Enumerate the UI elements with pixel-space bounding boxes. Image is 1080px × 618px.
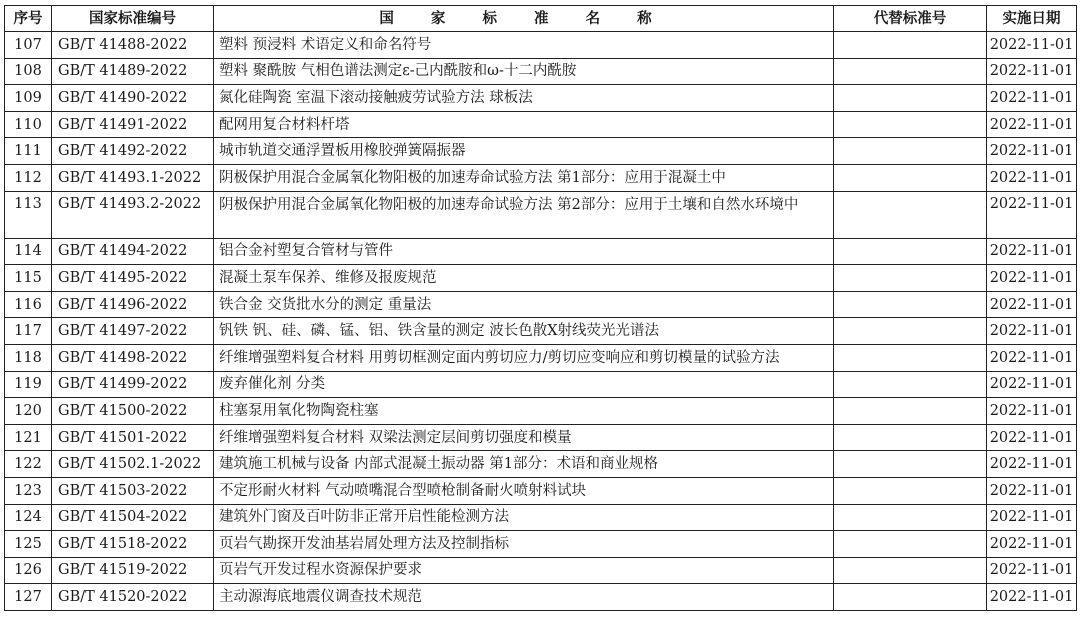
- cell-impl-date: 2022-11-01: [987, 32, 1077, 59]
- cell-replaced: [834, 138, 987, 165]
- cell-impl-date: 2022-11-01: [987, 265, 1077, 292]
- header-seq: 序号: [5, 6, 52, 32]
- cell-seq: 116: [5, 291, 52, 318]
- header-std-name: 国 家 标 准 名 称: [214, 6, 834, 32]
- table-row: [5, 398, 1077, 425]
- cell-std-no: GB/T 41491-2022: [52, 111, 214, 138]
- cell-std-name: 铝合金衬塑复合管材与管件: [214, 238, 834, 265]
- cell-std-name: 废弃催化剂 分类: [214, 371, 834, 398]
- cell-seq: 112: [5, 164, 52, 191]
- cell-std-no: GB/T 41500-2022: [52, 398, 214, 425]
- cell-impl-date: 2022-11-01: [987, 291, 1077, 318]
- table-row: [5, 32, 1077, 59]
- cell-replaced: [834, 58, 987, 85]
- cell-std-no: GB/T 41504-2022: [52, 504, 214, 531]
- table-body: [5, 32, 1077, 611]
- cell-std-name: 铁合金 交货批水分的测定 重量法: [214, 291, 834, 318]
- cell-seq: 111: [5, 138, 52, 165]
- cell-replaced: [834, 265, 987, 292]
- cell-seq: 121: [5, 424, 52, 451]
- cell-std-name: 主动源海底地震仪调查技术规范: [214, 584, 834, 611]
- cell-std-name: 建筑施工机械与设备 内部式混凝土振动器 第1部分：术语和商业规格: [214, 451, 834, 478]
- table-row: [5, 557, 1077, 584]
- cell-std-name: 混凝土泵车保养、维修及报废规范: [214, 265, 834, 292]
- cell-std-no: GB/T 41488-2022: [52, 32, 214, 59]
- table-row: [5, 265, 1077, 292]
- cell-impl-date: 2022-11-01: [987, 371, 1077, 398]
- cell-seq: 110: [5, 111, 52, 138]
- cell-replaced: [834, 557, 987, 584]
- cell-impl-date: 2022-11-01: [987, 557, 1077, 584]
- cell-seq: 120: [5, 398, 52, 425]
- cell-impl-date: 2022-11-01: [987, 584, 1077, 611]
- cell-std-name: 页岩气开发过程水资源保护要求: [214, 557, 834, 584]
- cell-seq: 124: [5, 504, 52, 531]
- cell-impl-date: 2022-11-01: [987, 504, 1077, 531]
- cell-seq: 109: [5, 85, 52, 112]
- cell-replaced: [834, 291, 987, 318]
- cell-std-name: 页岩气勘探开发油基岩屑处理方法及控制指标: [214, 531, 834, 558]
- header-std-no: 国家标准编号: [52, 6, 214, 32]
- cell-impl-date: 2022-11-01: [987, 477, 1077, 504]
- standards-table: [4, 5, 1077, 611]
- cell-std-name: 阴极保护用混合金属氧化物阳极的加速寿命试验方法 第1部分：应用于混凝土中: [214, 164, 834, 191]
- cell-std-name: 建筑外门窗及百叶防非正常开启性能检测方法: [214, 504, 834, 531]
- cell-std-no: GB/T 41493.1-2022: [52, 164, 214, 191]
- cell-replaced: [834, 504, 987, 531]
- cell-std-no: GB/T 41519-2022: [52, 557, 214, 584]
- table-row: [5, 111, 1077, 138]
- cell-seq: 127: [5, 584, 52, 611]
- cell-replaced: [834, 477, 987, 504]
- cell-seq: 108: [5, 58, 52, 85]
- cell-impl-date: 2022-11-01: [987, 85, 1077, 112]
- cell-std-no: GB/T 41501-2022: [52, 424, 214, 451]
- cell-replaced: [834, 32, 987, 59]
- cell-std-no: GB/T 41520-2022: [52, 584, 214, 611]
- cell-replaced: [834, 164, 987, 191]
- cell-std-no: GB/T 41493.2-2022: [52, 191, 214, 238]
- table-row: [5, 318, 1077, 345]
- cell-impl-date: 2022-11-01: [987, 344, 1077, 371]
- cell-std-no: GB/T 41490-2022: [52, 85, 214, 112]
- cell-std-name: 钒铁 钒、硅、磷、锰、铝、铁含量的测定 波长色散X射线荧光光谱法: [214, 318, 834, 345]
- cell-replaced: [834, 111, 987, 138]
- cell-replaced: [834, 85, 987, 112]
- cell-std-no: GB/T 41518-2022: [52, 531, 214, 558]
- cell-replaced: [834, 398, 987, 425]
- cell-seq: 122: [5, 451, 52, 478]
- table-row: [5, 477, 1077, 504]
- table-row: [5, 164, 1077, 191]
- table-row: [5, 344, 1077, 371]
- table-row: [5, 424, 1077, 451]
- cell-std-name: 不定形耐火材料 气动喷嘴混合型喷枪制备耐火喷射料试块: [214, 477, 834, 504]
- cell-std-no: GB/T 41497-2022: [52, 318, 214, 345]
- cell-impl-date: 2022-11-01: [987, 424, 1077, 451]
- cell-impl-date: 2022-11-01: [987, 138, 1077, 165]
- table-row: [5, 371, 1077, 398]
- cell-std-no: GB/T 41503-2022: [52, 477, 214, 504]
- table-row: [5, 85, 1077, 112]
- cell-std-name: 配网用复合材料杆塔: [214, 111, 834, 138]
- cell-std-name: 阴极保护用混合金属氧化物阳极的加速寿命试验方法 第2部分：应用于土壤和自然水环境中: [214, 191, 834, 238]
- cell-std-no: GB/T 41496-2022: [52, 291, 214, 318]
- cell-seq: 119: [5, 371, 52, 398]
- cell-seq: 115: [5, 265, 52, 292]
- cell-std-name: 城市轨道交通浮置板用橡胶弹簧隔振器: [214, 138, 834, 165]
- table-row: [5, 451, 1077, 478]
- cell-seq: 125: [5, 531, 52, 558]
- cell-impl-date: 2022-11-01: [987, 191, 1077, 238]
- cell-impl-date: 2022-11-01: [987, 111, 1077, 138]
- cell-replaced: [834, 371, 987, 398]
- cell-std-name: 柱塞泵用氧化物陶瓷柱塞: [214, 398, 834, 425]
- cell-replaced: [834, 318, 987, 345]
- cell-replaced: [834, 451, 987, 478]
- header-impl-date: 实施日期: [987, 6, 1077, 32]
- cell-std-no: GB/T 41495-2022: [52, 265, 214, 292]
- cell-seq: 123: [5, 477, 52, 504]
- cell-replaced: [834, 424, 987, 451]
- cell-std-no: GB/T 41492-2022: [52, 138, 214, 165]
- standards-table-container: [4, 5, 1076, 611]
- table-row: [5, 191, 1077, 238]
- table-row: [5, 58, 1077, 85]
- cell-std-no: GB/T 41502.1-2022: [52, 451, 214, 478]
- cell-seq: 107: [5, 32, 52, 59]
- cell-std-no: GB/T 41498-2022: [52, 344, 214, 371]
- table-row: [5, 138, 1077, 165]
- cell-std-name: 氮化硅陶瓷 室温下滚动接触疲劳试验方法 球板法: [214, 85, 834, 112]
- cell-replaced: [834, 531, 987, 558]
- cell-impl-date: 2022-11-01: [987, 398, 1077, 425]
- cell-impl-date: 2022-11-01: [987, 451, 1077, 478]
- cell-std-no: GB/T 41499-2022: [52, 371, 214, 398]
- cell-std-name: 纤维增强塑料复合材料 用剪切框测定面内剪切应力/剪切应变响应和剪切模量的试验方法: [214, 344, 834, 371]
- cell-seq: 113: [5, 191, 52, 238]
- cell-seq: 118: [5, 344, 52, 371]
- cell-std-no: GB/T 41494-2022: [52, 238, 214, 265]
- table-header-row: [5, 6, 1077, 32]
- table-row: [5, 238, 1077, 265]
- cell-impl-date: 2022-11-01: [987, 318, 1077, 345]
- cell-replaced: [834, 344, 987, 371]
- cell-replaced: [834, 238, 987, 265]
- cell-impl-date: 2022-11-01: [987, 58, 1077, 85]
- cell-std-no: GB/T 41489-2022: [52, 58, 214, 85]
- cell-std-name: 纤维增强塑料复合材料 双梁法测定层间剪切强度和模量: [214, 424, 834, 451]
- cell-impl-date: 2022-11-01: [987, 531, 1077, 558]
- cell-replaced: [834, 584, 987, 611]
- table-row: [5, 504, 1077, 531]
- cell-impl-date: 2022-11-01: [987, 164, 1077, 191]
- cell-impl-date: 2022-11-01: [987, 238, 1077, 265]
- table-row: [5, 291, 1077, 318]
- header-replaced: 代替标准号: [834, 6, 987, 32]
- table-row: [5, 584, 1077, 611]
- cell-seq: 126: [5, 557, 52, 584]
- cell-std-name: 塑料 聚酰胺 气相色谱法测定ε-己内酰胺和ω-十二内酰胺: [214, 58, 834, 85]
- cell-seq: 114: [5, 238, 52, 265]
- cell-seq: 117: [5, 318, 52, 345]
- cell-replaced: [834, 191, 987, 238]
- table-row: [5, 531, 1077, 558]
- cell-std-name: 塑料 预浸料 术语定义和命名符号: [214, 32, 834, 59]
